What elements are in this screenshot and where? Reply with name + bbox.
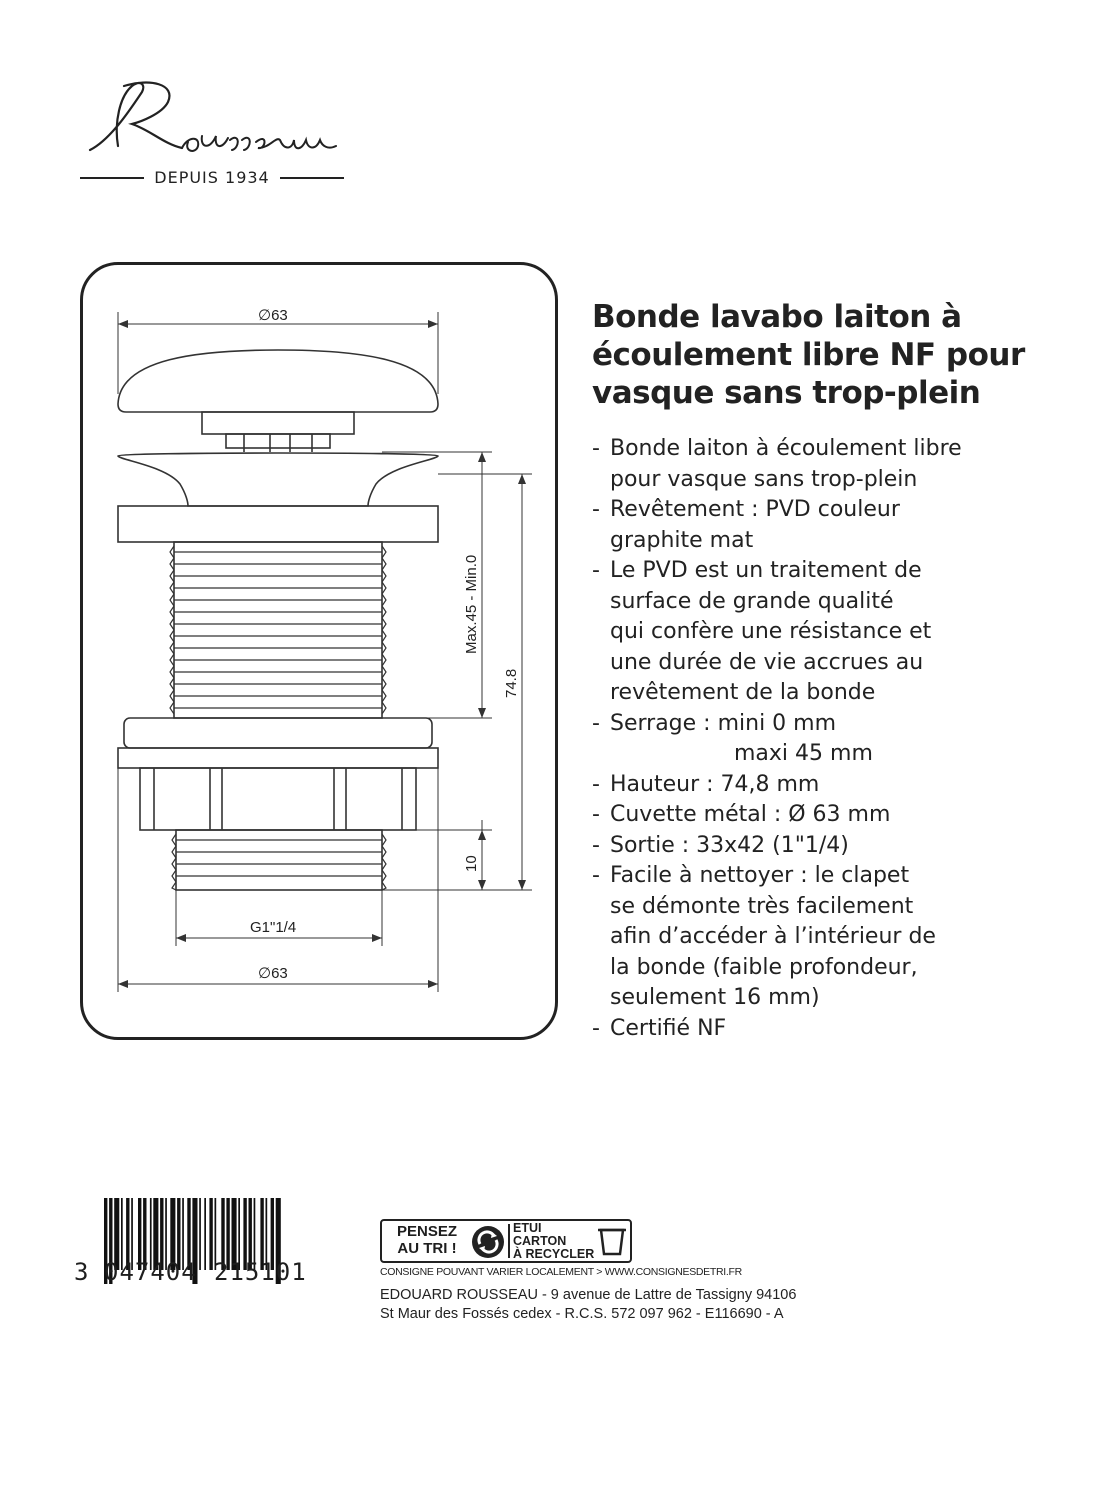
tagline-rule-right: [280, 177, 344, 179]
brand-tagline: [80, 168, 344, 187]
spec-item-continuation: qui confère une résistance et: [610, 619, 932, 644]
spec-item: - Serrage : mini 0 mm: [592, 709, 1062, 740]
thread-size-label: G1"1/4: [250, 919, 297, 936]
spec-item: - Facile à nettoyer : le clapet: [592, 861, 1062, 892]
drain-technical-drawing: [80, 262, 558, 1040]
top-diameter-label: ∅63: [258, 307, 288, 324]
barcode-bar: [204, 1198, 206, 1270]
spec-item-continuation: maxi 45 mm: [734, 741, 873, 766]
spec-item-continuation: seulement 16 mm): [610, 985, 820, 1010]
thread-height-label: 10: [463, 855, 480, 872]
spec-item-continuation: surface de grande qualité: [610, 588, 894, 614]
spec-item-continuation: une durée de vie accrues au: [610, 649, 924, 675]
barcode-bar: [199, 1198, 201, 1270]
barcode-bar: [209, 1198, 212, 1270]
spec-item: - Bonde laiton à écoulement libre: [592, 434, 1062, 465]
spec-item-continuation: graphite mat: [610, 527, 754, 553]
recycling-carton-1: ETUI: [513, 1221, 542, 1235]
total-height-label: 74.8: [503, 668, 520, 698]
spec-item: - Sortie : 33x42 (1"1/4): [592, 831, 1062, 862]
recycling-bin-icon: [598, 1227, 626, 1257]
rousseau-signature-logo: [80, 70, 360, 170]
spec-item-continuation: pour vasque sans trop-plein: [610, 466, 918, 492]
spec-item-continuation: la bonde (faible profondeur,: [610, 954, 918, 980]
barcode-group-2: 215101: [214, 1258, 307, 1286]
spec-item: - Cuvette métal : Ø 63 mm: [592, 800, 1062, 831]
recycling-carton-text: [513, 1222, 601, 1261]
spec-item: - Certifié NF: [592, 1014, 1062, 1045]
recycling-carton-3: À RECYCLER: [513, 1247, 595, 1261]
recycle-icon: [470, 1224, 506, 1260]
bottom-diameter-label: ∅63: [258, 965, 288, 982]
spec-item-continuation: se démonte très facilement: [610, 893, 914, 919]
recycling-pensez-text: [386, 1223, 468, 1257]
tagline-text: DEPUIS 1934: [154, 168, 270, 187]
spec-item: - Hauteur : 74,8 mm: [592, 770, 1062, 801]
company-address-line-1: EDOUARD ROUSSEAU - 9 avenue de Lattre de Tassigny 94106: [380, 1287, 797, 1303]
spec-item-continuation: revêtement de la bonde: [610, 680, 876, 705]
recycling-separator: [508, 1224, 510, 1258]
product-title: Bonde lavabo laiton à écoulement libre NF pour vasque sans trop-plein: [592, 299, 1025, 411]
spec-item: - Revêtement : PVD couleur: [592, 495, 1062, 526]
tagline-rule-left: [80, 177, 144, 179]
spec-item: - Le PVD est un traitement de: [592, 556, 1062, 587]
spec-item-continuation: afin d’accéder à l’intérieur de: [610, 924, 936, 949]
barcode-first-digit: 3: [74, 1258, 89, 1286]
spec-list: [592, 434, 1062, 1044]
company-address-line-2: St Maur des Fossés cedex - R.C.S. 572 097 962 - E116690 - A: [380, 1306, 784, 1322]
recycling-consigne-text: CONSIGNE POUVANT VARIER LOCALEMENT > WWW.CONSIGNESDETRI.FR: [380, 1266, 742, 1278]
recycling-line-2: AU TRI !: [397, 1240, 457, 1257]
recycling-logo: [380, 1219, 632, 1263]
company-address: [380, 1286, 796, 1324]
barcode-group-1: 047404: [104, 1258, 197, 1286]
recycling-carton-2: CARTON: [513, 1234, 567, 1248]
recycling-line-1: PENSEZ: [396, 1223, 457, 1240]
technical-drawing-frame: [80, 262, 558, 1040]
clamp-range-label: Max.45 - Min.0: [463, 554, 480, 654]
